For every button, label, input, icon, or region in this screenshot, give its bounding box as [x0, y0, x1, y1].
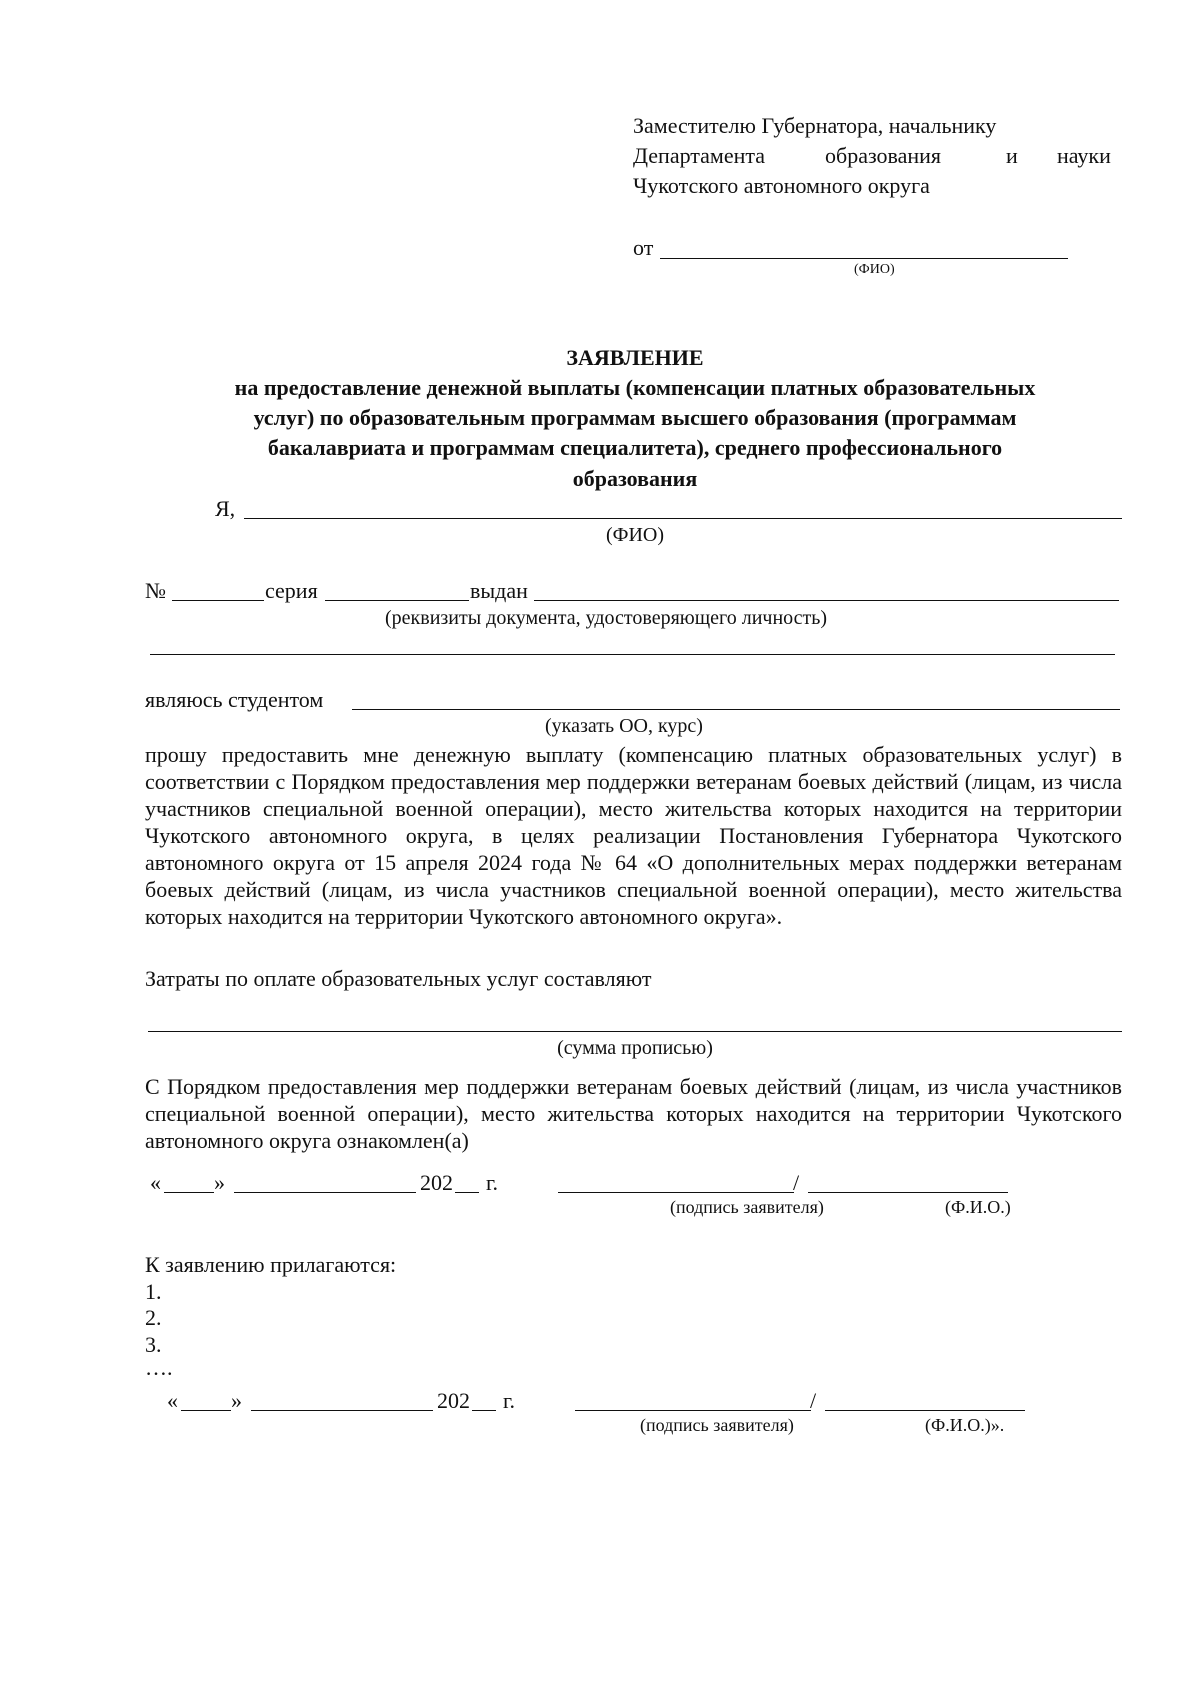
sum-line — [148, 1031, 1122, 1032]
addressee-line-2d: науки — [1057, 143, 1111, 168]
addressee-line-2b: образования — [825, 143, 942, 168]
date-quote-open-2: « — [167, 1388, 178, 1413]
student-label: являюсь студентом — [145, 687, 324, 712]
date-year-line-2 — [472, 1410, 496, 1411]
attachment-item-1: 1. — [145, 1279, 162, 1304]
id-number-line — [172, 600, 264, 601]
title-line-2: услуг) по образовательным программам высшего образования (программам — [253, 405, 1017, 430]
request-paragraph: прошу предоставить мне денежную выплату (компенсацию платных образовательных услуг) в соответствии с Порядком предоставления мер поддержки ветеранам боевых действий (лицам, из числа участников специальной военной операции), место жительства которых находится на территории Чукотского автономного округа, в целях реализации Постановления Губернатора Чукотского автономного округа от 15 апреля 2024 года № 64 «О дополнительных мерах поддержки ветеранам боевых действий (лицам, из числа участников специальной военной операции), место жительства которых находится на территории Чукотского автономного округа». — [145, 742, 1122, 929]
from-caption: (ФИО) — [854, 262, 895, 277]
date-day-line-2 — [181, 1410, 231, 1411]
addressee-line-3: Чукотского автономного округа — [633, 173, 930, 198]
from-name-line — [660, 258, 1068, 259]
date-quote-close-1: » — [214, 1170, 225, 1195]
attachment-item-2: 2. — [145, 1305, 162, 1330]
costs-label: Затраты по оплате образовательных услуг составляют — [145, 966, 652, 991]
from-label: от — [633, 235, 654, 260]
date-quote-open-1: « — [150, 1170, 161, 1195]
name-caption-1: (Ф.И.О.) — [945, 1197, 1011, 1217]
title-line-4: образования — [572, 466, 698, 491]
title-line-3: бакалавриата и программам специалитета), среднего профессионального — [267, 435, 1003, 460]
id-series-line — [325, 600, 469, 601]
name-line-1 — [808, 1192, 1008, 1193]
id-extra-line — [150, 654, 1115, 655]
name-line-2 — [825, 1410, 1025, 1411]
date-month-line-1 — [234, 1192, 416, 1193]
date-year-2: 202 — [437, 1388, 470, 1413]
id-series-label: серия — [265, 578, 318, 603]
student-caption: (указать ОО, курс) — [545, 715, 703, 737]
date-year-suffix-1: г. — [486, 1170, 499, 1195]
id-issued-line — [534, 600, 1119, 601]
date-year-line-1 — [455, 1192, 479, 1193]
sum-caption: (сумма прописью) — [557, 1037, 713, 1059]
name-caption-2: (Ф.И.О.)». — [925, 1415, 1005, 1435]
applicant-label: Я, — [215, 496, 236, 521]
student-line — [352, 709, 1120, 710]
id-issued-label: выдан — [470, 578, 528, 603]
signature-line-2 — [575, 1410, 811, 1411]
date-month-line-2 — [251, 1410, 433, 1411]
date-year-suffix-2: г. — [503, 1388, 516, 1413]
acknowledgement-paragraph: С Порядком предоставления мер поддержки ветеранам боевых действий (лицам, из числа участников специальной военной операции), место жительства которых находится на территории Чукотского автономного округа ознакомлен(а) — [145, 1074, 1122, 1153]
addressee-line-2a: Департамента — [633, 143, 766, 168]
signature-slash-1: / — [793, 1170, 800, 1195]
signature-caption-1: (подпись заявителя) — [670, 1197, 824, 1217]
applicant-name-line — [244, 518, 1122, 519]
date-year-1: 202 — [420, 1170, 453, 1195]
id-caption: (реквизиты документа, удостоверяющего личность) — [385, 607, 828, 629]
attachment-item-ellipsis: …. — [145, 1355, 173, 1380]
signature-slash-2: / — [810, 1388, 817, 1413]
attachment-item-3: 3. — [145, 1332, 162, 1357]
addressee-line-2c: и — [1006, 143, 1018, 168]
applicant-caption: (ФИО) — [605, 524, 664, 546]
title-line-1: на предоставление денежной выплаты (компенсации платных образовательных — [234, 375, 1036, 400]
attachments-title: К заявлению прилагаются: — [145, 1252, 397, 1277]
title-heading: ЗАЯВЛЕНИЕ — [566, 345, 704, 370]
date-quote-close-2: » — [231, 1388, 242, 1413]
id-number-label: № — [145, 578, 166, 603]
addressee-line-1: Заместителю Губернатора, начальнику — [633, 113, 997, 138]
signature-line-1 — [558, 1192, 794, 1193]
date-day-line-1 — [164, 1192, 214, 1193]
signature-caption-2: (подпись заявителя) — [640, 1415, 794, 1435]
